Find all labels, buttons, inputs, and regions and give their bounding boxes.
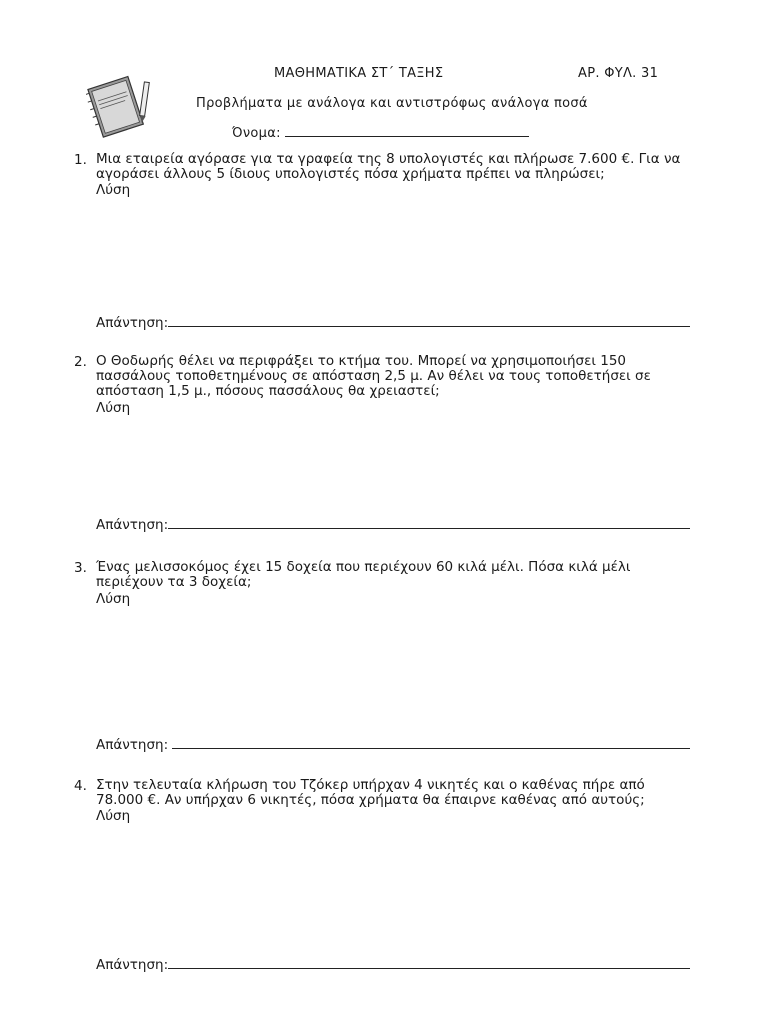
subject-title: ΜΑΘΗΜΑΤΙΚΑ ΣΤ΄ ΤΑΞΗΣ bbox=[274, 66, 444, 81]
problem-4-number: 4. bbox=[74, 778, 87, 794]
problem-1-text: Μια εταιρεία αγόρασε για τα γραφεία της 8 υπολογιστές και πλήρωσε 7.600 €. Για να αγοράσει άλλους 5 ίδιους υπολογιστές πόσα χρήματα πρέπει να πληρώσει; bbox=[96, 151, 681, 182]
answer-label: Απάντηση: bbox=[96, 315, 169, 331]
answer-label: Απάντηση: bbox=[96, 517, 169, 533]
problem-1-answer[interactable] bbox=[96, 314, 690, 331]
problem-2-solution-label: Λύση bbox=[96, 400, 131, 416]
answer-line bbox=[168, 516, 690, 529]
problem-3-answer[interactable] bbox=[96, 736, 690, 753]
problem-1-number: 1. bbox=[74, 152, 87, 168]
problem-2-number: 2. bbox=[74, 354, 87, 370]
problem-4-answer[interactable] bbox=[96, 956, 690, 973]
answer-label: Απάντηση: bbox=[96, 737, 169, 753]
answer-line bbox=[168, 314, 690, 327]
problem-2-text: Ο Θοδωρής θέλει να περιφράξει το κτήμα του. Μπορεί να χρησιμοποιήσει 150 πασσάλους τοποθετημένους σε απόσταση 2,5 μ. Αν θέλει να τους τοποθετήσει σε απόσταση 1,5 μ., πόσους πασσάλους θα χρειαστεί; bbox=[96, 353, 651, 399]
answer-label: Απάντηση: bbox=[96, 957, 169, 973]
problem-3-number: 3. bbox=[74, 560, 87, 576]
name-field[interactable] bbox=[232, 124, 529, 141]
sheet-number: ΑΡ. ΦΥΛ. 31 bbox=[578, 66, 659, 81]
name-line bbox=[285, 124, 529, 137]
answer-line bbox=[172, 736, 690, 749]
problem-2-answer[interactable] bbox=[96, 516, 690, 533]
problem-4-text: Στην τελευταία κλήρωση του Τζόκερ υπήρχαν 4 νικητές και ο καθένας πήρε από 78.000 €. Αν υπήρχαν 6 νικητές, πόσα χρήματα θα έπαιρνε καθένας από αυτούς; bbox=[96, 777, 645, 808]
problem-3-text: Ένας μελισσοκόμος έχει 15 δοχεία που περιέχουν 60 κιλά μέλι. Πόσα κιλά μέλι περιέχουν τα 3 δοχεία; bbox=[96, 559, 631, 590]
problem-1-solution-label: Λύση bbox=[96, 182, 131, 198]
name-label: Όνομα: bbox=[232, 126, 281, 141]
topic-title: Προβλήματα με ανάλογα και αντιστρόφως ανάλογα ποσά bbox=[196, 96, 588, 111]
problem-4-solution-label: Λύση bbox=[96, 808, 131, 824]
notebook-pencil-icon bbox=[86, 70, 156, 138]
answer-line bbox=[168, 956, 690, 969]
problem-3-solution-label: Λύση bbox=[96, 591, 131, 607]
